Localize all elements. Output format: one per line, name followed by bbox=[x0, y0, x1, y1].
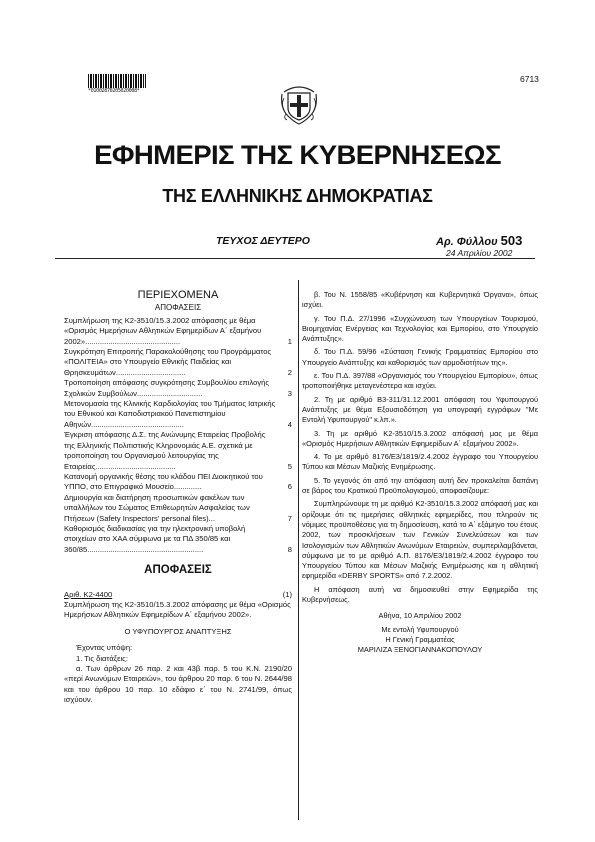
toc-item-text: Τροποποίηση απόφασης συγκρότησης Συμβουλίου επιλογής Σχολικών Συμβούλων............................... bbox=[64, 378, 270, 398]
toc-item-page: 6 bbox=[287, 482, 292, 492]
toc-item-text: Καθορισμός διαδικασίας για την ηλεκτρονική υποβολή στοιχείων στο ΧΑΑ σύμφωνα με τα ΠΔ 350/85 και 360/85....................................................... bbox=[64, 523, 246, 554]
toc-item[interactable] bbox=[64, 430, 292, 472]
having-regard: Έχοντας υπόψη: bbox=[76, 643, 133, 653]
paragraph: 4. Το με αριθμό 8176/Ε3/1819/2.4.2002 έγγραφο του Υπουργείου Τύπου και Μέσων Μαζικής Ενημέρωσης. bbox=[302, 452, 538, 472]
toc-subheading: ΑΠΟΦΑΣΕΙΣ bbox=[154, 303, 202, 313]
toc-item-page: 8 bbox=[287, 544, 292, 554]
toc-item-text: Κατανομή οργανικής θέσης του κλάδου ΠΕΙ Διοικητικού του ΥΠΠΟ, στο Επιγραφικό Μουσείο............. bbox=[64, 471, 263, 492]
issue-date: 24 Απριλίου 2002 bbox=[446, 248, 513, 258]
paragraph: γ. Του Π.Δ. 27/1996 «Συγχώνευση των Υπουργείων Τουρισμού, Βιομηχανίας Ενέργειας και Τεχνολογίας και Εμπορίου, στο Υπουργείο Ανάπτυξης». bbox=[302, 313, 538, 344]
toc-item-page: 5 bbox=[287, 461, 292, 471]
toc-item-text: Συμπλήρωση της Κ2-3510/15.3.2002 απόφασης με θέμα «Ορισμός Ημερήσιων Αθλητικών Εφημερίδων Α΄ εξαμήνου 2002»............................................. bbox=[64, 315, 262, 346]
toc-item[interactable] bbox=[64, 399, 292, 430]
paragraph: ε. Του Π.Δ. 397/88 «Οργανισμός του Υπουργείου Εμπορίου», όπως τροποποιήθηκε μεταγενέστερα και ισχύει. bbox=[302, 371, 538, 391]
paragraph: 3. Τη με αριθμό Κ2-3510/15.3.2002 απόφασή μας με θέμα «Ορισμός Ημερήσιων Αθλητικών Εφημερίδων Α΄ εξαμήνου 2002». bbox=[302, 428, 538, 448]
provision-a: α. Των άρθρων 26 παρ. 2 και 43β παρ. 5 του Κ.Ν. 2190/20 «περί Ανωνύμων Εταιρειών», του άρθρου 20 παρ. 6 του Ν. 2644/98 και του άρθρου 10 παρ. 10 εδάφιο ε΄ του Ν. 2741/99, όπως ισχύουν. bbox=[64, 664, 292, 705]
paragraph: 5. Το γεγονός ότι από την απόφαση αυτή δεν προκαλείται δαπάνη σε βάρος του Κρατικού Προϋπολογισμού, αποφασίζουμε: bbox=[302, 475, 538, 496]
signature-order: Με εντολή Υφυπουργού bbox=[381, 624, 459, 634]
sheet-label: Αρ. Φύλλου bbox=[436, 236, 498, 248]
column-divider bbox=[298, 280, 299, 820]
toc-item-page: 1 bbox=[287, 336, 292, 346]
provisions-intro: 1. Τις διατάξεις: bbox=[76, 653, 128, 663]
paragraph: Η απόφαση αυτή να δημοσιευθεί στην Εφημερίδα της Κυβερνήσεως. bbox=[302, 584, 538, 605]
left-column bbox=[64, 270, 292, 706]
decision-number: Αριθ. Κ2-4400 bbox=[64, 589, 113, 599]
toc-heading: ΠΕΡΙΕΧΟΜΕΝΑ bbox=[137, 289, 219, 301]
gazette-subtitle: ΤΗΣ ΕΛΛΗΝΙΚΗΣ ΔΗΜΟΚΡΑΤΙΑΣ bbox=[162, 186, 433, 206]
decision-subject: Συμπλήρωση της Κ2-3510/15.3.2002 απόφασης με θέμα «Ορισμός Ημερήσιων Αθλητικών Εφημερίδων Α΄ εξαμήνου 2002». bbox=[64, 599, 291, 620]
toc-item-text: Έγκριση απόφασης Δ.Σ. της Ανώνυμης Εταιρείας Προβολής της Ελληνικής Πολιτιστικής Κληρονομιάς Α.Ε. σχετικά με τροποποίηση του Οργανισμού λειτουργίας της Εταιρείας...................................... bbox=[64, 430, 266, 471]
decision-authority: Ο ΥΦΥΠΟΥΡΓΟΣ ΑΝΑΠΤΥΞΗΣ bbox=[124, 626, 232, 636]
hellenic-republic-emblem-icon bbox=[278, 78, 320, 128]
toc-item-text: Συγκρότηση Επιτροπής Παρακολούθησης του Προγράμματος «ΠΟΛΙΤΕΙΑ» στο Υπουργείο Εθνικής Παιδείας και Θρησκευμάτων................................. bbox=[64, 347, 272, 377]
page-number: 6713 bbox=[520, 74, 539, 84]
header-divider bbox=[55, 258, 535, 259]
paragraph: β. Του Ν. 1558/85 «Κυβέρνηση και Κυβερνητικά Όργανα», όπως ισχύει. bbox=[302, 290, 538, 310]
toc-item[interactable] bbox=[64, 524, 292, 555]
decision-index: (1) bbox=[282, 589, 292, 599]
right-column bbox=[302, 290, 538, 656]
signature-title: Η Γενική Γραμματέας bbox=[385, 634, 455, 644]
decision-reference bbox=[64, 590, 292, 600]
toc-item-page: 3 bbox=[287, 388, 292, 398]
toc-item-page: 4 bbox=[287, 419, 292, 429]
toc-item-text: Δημιουργία και διατήρηση προσωπικών φακέλων των υπαλλήλων του Σώματος Επιθεωρητών Ασφαλείας των Πτήσεων (Safety Inspectors' personal files)... bbox=[64, 492, 250, 523]
paragraph: 2. Τη με αριθμό Β3-311/31.12.2001 απόφαση του Υφυπουργού Ανάπτυξης με θέμα Εξουσιοδότηση για υπογραφή εγγράφων "Με Εντολή Υφυπουργού" κ.λπ.». bbox=[302, 394, 538, 425]
toc-item[interactable] bbox=[64, 493, 292, 524]
sheet-info bbox=[436, 233, 522, 248]
toc-item[interactable] bbox=[64, 378, 292, 399]
paragraph: δ. Του Π.Δ. 59/96 «Σύσταση Γενικής Γραμματείας Εμπορίου στο Υπουργείο Ανάπτυξης και καθορισμός των αρμοδιοτήτων της». bbox=[302, 347, 538, 367]
signature-place-date: Αθήνα, 10 Απριλίου 2002 bbox=[378, 611, 462, 621]
toc-item-page: 7 bbox=[287, 513, 292, 523]
toc-item[interactable] bbox=[64, 472, 292, 493]
toc-item-page: 2 bbox=[287, 367, 292, 377]
barcode-text: *01002870205020008* bbox=[88, 88, 146, 94]
gazette-title: ΕΦΗΜΕΡΙΣ ΤΗΣ ΚΥΒΕΡΝΗΣΕΩΣ bbox=[94, 140, 501, 170]
issue-label: ΤΕΥΧΟΣ ΔΕΥΤΕΡΟ bbox=[216, 235, 310, 247]
toc-item[interactable] bbox=[64, 347, 292, 378]
toc-item-text: Μετονομασία της Κλινικής Καρδιολογίας του Τμήματος Ιατρικής του Εθνικού και Καποδιστριακού Πανεπιστημίου Αθηνών............................................ bbox=[64, 399, 276, 429]
decisions-heading: ΑΠΟΦΑΣΕΙΣ bbox=[144, 564, 212, 577]
signature-name: ΜΑΡΙΛΙΖΑ ΞΕΝΟΓΙΑΝΝΑΚΟΠΟΥΛΟΥ bbox=[357, 645, 483, 655]
toc-item[interactable] bbox=[64, 316, 292, 347]
sheet-number: 503 bbox=[500, 233, 523, 248]
paragraph: Συμπληρώνουμε τη με αριθμό Κ2-3510/15.3.2002 απόφασή μας και ορίζουμε ότι τις ημερήσιες αθλητικές εφημερίδες, που πληρούν τις νόμιμες προϋποθέσεις για τη δημοσίευση, κατά το Α΄ εξάμηνο του έτους 2002, των προσκλήσεων των Γενικών Συνελεύσεων και των Ισολογισμών των Αθλητικών Ανωνύμων Εταιρειών, συμπεριλαμβάνεται, σύμφωνα με το με αριθμό Α.Π. 8176/Ε3/1819/2.4.2002 έγγραφο του Υπουργείου Τύπου και Μέσων Μαζικής Ενημέρωσης και η αθλητική εφημερίδα «DERBY SPORTS» από 7.2.2002. bbox=[302, 499, 538, 581]
